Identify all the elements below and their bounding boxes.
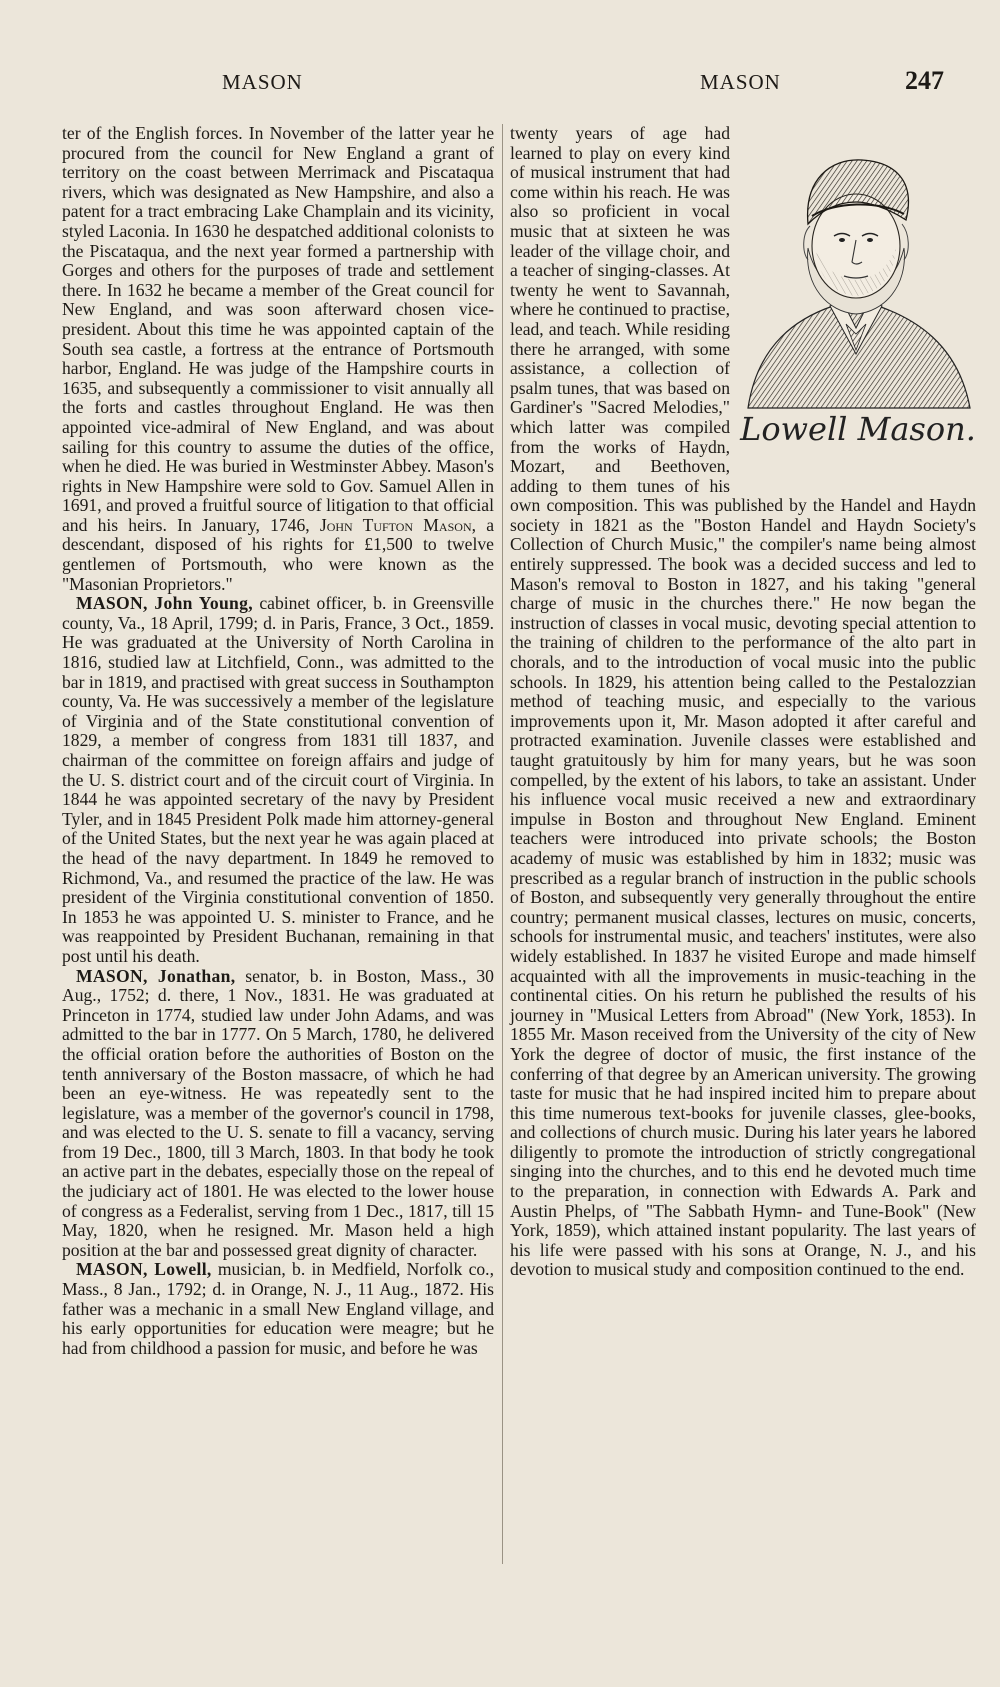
portrait-engraving — [738, 128, 976, 478]
entry-text: senator, b. in Boston, Mass., 30 Aug., 1752; d. there, 1 Nov., 1831. He was graduated at Princeton in 1774, studied law under John Adams, and was admitted to the bar in 1777. On 5 March, 1780, he delivered the official oration before the authorities of Boston on the tenth anniversary of the Boston massacre, of which he had been an eye-witness. He was repeatedly sent to the legislature, was a member of the governor's council in 1798, and was elected to the U. S. senate to fill a vacancy, serving from 19 Dec., 1800, till 3 March, 1803. In that body he took an active part in the debates, especially those on the repeal of the judiciary act of 1801. He was elected to the lower house of congress as a Federalist, serving from 1 Dec., 1817, till 15 May, 1820, when he resigned. Mr. Mason held a high position at the bar and possessed great dignity of character. — [62, 965, 494, 1260]
running-head-right: MASON — [700, 70, 781, 94]
paragraph-text: , a descendant, disposed of his rights for £1,500 to twelve gentlemen of Portsmouth, who were known as the "Masonian Proprietors." — [62, 514, 495, 594]
entry-text: musician, b. in Medfield, Norfolk co., Mass., 8 Jan., 1792; d. in Orange, N. J., 11 Aug., 1872. His father was a mechanic in a small New England village, and his early opportunities for education were meagre; but he had from childhood a passion for music, and before he was — [62, 1259, 494, 1358]
column-divider — [502, 124, 503, 1564]
running-head — [0, 66, 1000, 100]
running-head-left: MASON — [222, 70, 303, 94]
signature: Lowell Mason. — [740, 410, 976, 448]
entry-headword: MASON, John Young, — [76, 593, 253, 614]
entry-jonathan-mason — [62, 967, 494, 1261]
entry-text: cabinet officer, b. in Greensville county, Va., 18 April, 1799; d. in Paris, France, 3 Oct., 1859. He was graduated at the University of North Carolina in 1816, studied law at Litchfield, Conn., was admitted to the bar in 1819, and practised with great success in Southampton county, Va. He was successively a member of the legislature of Virginia and of the State constitutional convention of 1829, a member of congress from 1831 till 1837, and chairman of the committee on foreign affairs and judge of the U. S. district court and of the circuit court of Virginia. In 1844 he was appointed secretary of the navy by President Tyler, and in 1845 President Polk made him attorney-general of the United States, but the next year he was again placed at the head of the navy department. In 1849 he removed to Richmond, Va., and resumed the practice of the law. He was president of the Virginia constitutional convention of 1850. In 1853 he was appointed U. S. minister to France, and he was reappointed by President Buchanan, remaining in that post until his death. — [62, 593, 494, 966]
right-column — [510, 124, 976, 1614]
person-name: John Tufton Mason — [319, 514, 472, 535]
entry-headword: MASON, Jonathan, — [76, 965, 236, 986]
entry-lowell-mason — [62, 1260, 494, 1358]
entry-john-young-mason — [62, 594, 494, 966]
paragraph-continuation — [62, 124, 494, 594]
entry-headword: MASON, Lowell, — [76, 1259, 212, 1280]
left-column — [62, 124, 494, 1614]
entry-lowell-mason-continued: twenty years of age had learned to play on every kind of musical instrument that had come within his reach. He was also so proficient in vocal music that at sixteen he was leader of the village choir, and a teacher of singing-classes. At twenty he went to Savannah, where he continued to practise, lead, and teach. While residing there he arranged, with some assistance, a collection of psalm tunes, that was based on Gardiner's "Sacred Melodies," which latter was compiled from the works of Haydn, Mozart, and Beethoven, adding to them tunes of his own composition. This was published by the Handel and Haydn society in 1821 as the "Boston Handel and Haydn Society's Collection of Church Music," the compiler's name being almost entirely suppressed. The book was a decided success and led to Mason's removal to Boston in 1827, and his taking "general charge of music in the churches there." He now began the instruction of classes in vocal music, devoting special attention to the training of children to the performance of the alto part in chorals, and to the introduction of vocal music into the public schools. In 1829, his attention being called to the Pestalozzian method of teaching music, and especially to the various improvements upon it, Mr. Mason adopted it after careful and protracted examination. Juvenile classes were established and taught gratuitously by him for many years, but he was soon compelled, by the extent of his labors, to take an assistant. Under his influence vocal music received a new and extraordinary impulse in Boston and throughout New England. Eminent teachers were introduced into private schools; the Boston academy of music was established by him in 1832; music was prescribed as a regular branch of instruction in the public schools of Boston, and subsequently very generally throughout the entire country; permanent musical classes, lectures on music, concerts, schools for instrumental music, and teachers' institutes, were also widely established. In 1837 he visited Europe and made himself acquainted with all the improvements in music-teaching in the continental cities. On his return he published the results of his journey in "Musical Letters from Abroad" (New York, 1853). In 1855 Mr. Mason received from the University of the city of New York the degree of doctor of music, the first instance of the conferring of that degree by an American university. The growing taste for music that he had inspired incited him to prepare about this time numerous text-books for juvenile classes, glee-books, and collections of church music. During his later years he labored diligently to promote the introduction of strictly congregational singing into the churches, and to this end he devoted much time to the preparation, in connection with Edwards A. Park and Austin Phelps, of "The Sabbath Hymn- and Tune-Book" (New York, 1859), which attained instant popularity. The last years of his life were passed with his sons at Orange, N. J., and his devotion to musical study and composition continued to the end. — [510, 123, 976, 1280]
paragraph-text: ter of the English forces. In November of the latter year he procured from the council for New England a grant of territory on the coast between Merrimack and Piscataqua rivers, which was designated as New Hampshire, and also a patent for a tract embracing Lake Champlain and its vicinity, styled Laconia. In 1630 he despatched additional colonists to the Piscataqua, and the next year formed a partnership with Gorges and others for the purposes of trade and settlement there. In 1632 he became a member of the Great council for New England, and was soon afterward chosen vice-president. About this time he was appointed captain of the South sea castle, a fortress at the entrance of Portsmouth harbor, England. He was judge of the Hampshire courts in 1635, and subsequently a commissioner to visit annually all the forts and castles throughout England. He was then appointed vice-admiral of New England, and was about sailing for this country to assume the duties of the office, when he died. He was buried in Westminster Abbey. Mason's rights in New Hampshire were sold to Gov. Samuel Allen in 1691, and proved a fruitful source of litigation to that official and his heirs. In January, 1746, — [62, 123, 494, 535]
portrait-illustration — [738, 128, 976, 418]
page-number: 247 — [905, 66, 944, 95]
